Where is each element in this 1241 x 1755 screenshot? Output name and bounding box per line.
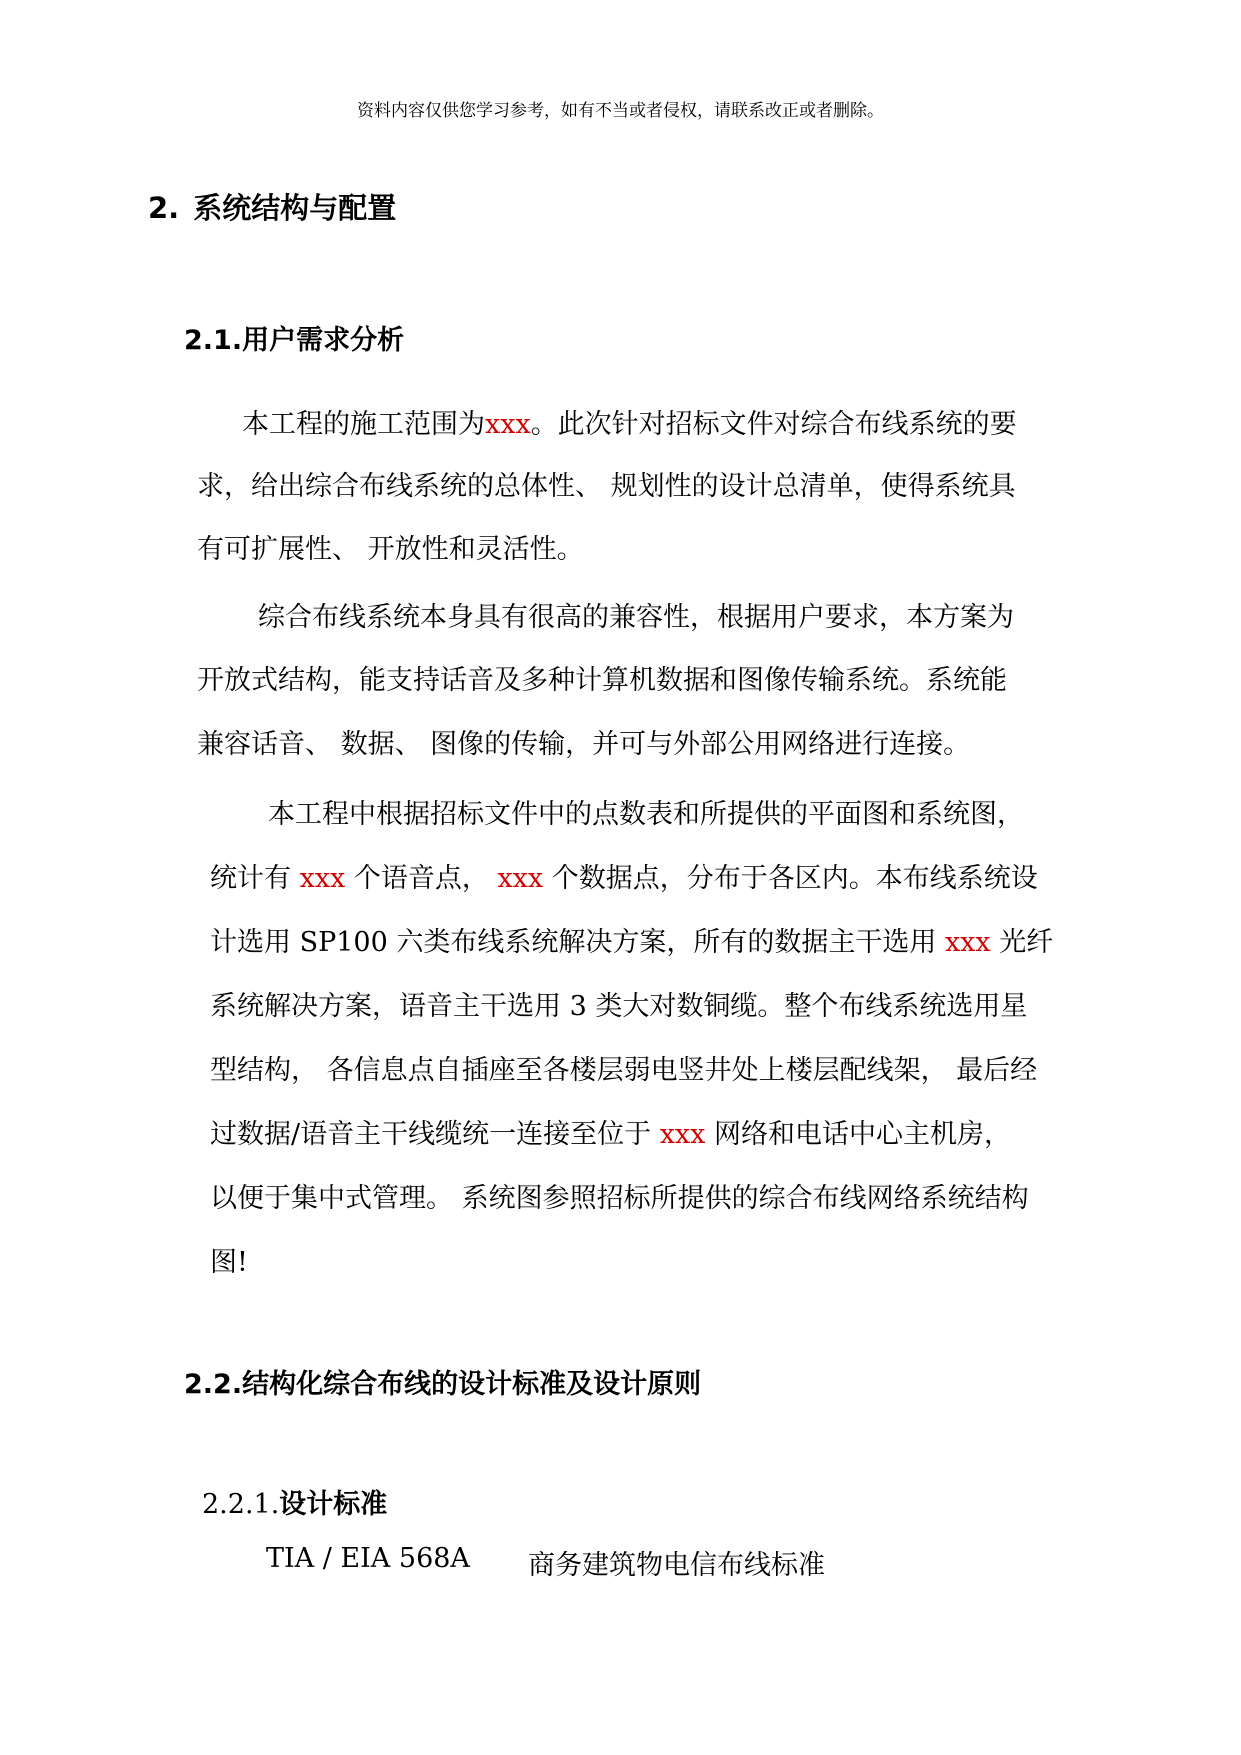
placeholder-xxx: xxx <box>299 863 346 894</box>
p3-line-7: 以便于集中式管理。 系统图参照招标所提供的综合布线网络系统结构 <box>210 1183 1029 1214</box>
p3-line-8: 图! <box>210 1247 248 1278</box>
standard-name: 商务建筑物电信布线标准 <box>528 1550 825 1581</box>
standard-code: TIA / EIA 568A <box>266 1543 470 1574</box>
p1-line-2: 求，给出综合布线系统的总体性、 规划性的设计总清单，使得系统具 <box>197 471 1016 502</box>
section-heading <box>148 186 396 227</box>
heading-number: 2.2.1. <box>202 1489 280 1520</box>
p2-line-3: 兼容话音、 数据、 图像的传输，并可与外部公用网络进行连接。 <box>197 729 971 760</box>
p3-line-1: 本工程中根据招标文件中的点数表和所提供的平面图和系统图， <box>268 799 1024 830</box>
subsection-heading-2-2: 2.2.结构化综合布线的设计标准及设计原则 <box>184 1369 702 1400</box>
placeholder-xxx: xxx <box>659 1119 706 1150</box>
p1-line-3: 有可扩展性、 开放性和灵活性。 <box>197 534 584 565</box>
placeholder-xxx: xxx <box>497 863 544 894</box>
p3-line-5: 型结构， 各信息点自插座至各楼层弱电竖井处上楼层配线架， 最后经 <box>210 1055 1038 1086</box>
p2-line-1: 综合布线系统本身具有很高的兼容性，根据用户要求，本方案为 <box>258 602 1014 633</box>
section-title: 系统结构与配置 <box>193 191 397 225</box>
p3-line-4: 系统解决方案，语音主干选用 3 类大对数铜缆。整个布线系统选用星 <box>210 991 1028 1022</box>
p3-line-2: 统计有 xxx 个语音点， xxx 个数据点，分布于各区内。本布线系统设 <box>210 863 1038 894</box>
heading-title: 设计标准 <box>279 1489 388 1520</box>
p3-line-3: 计选用 SP100 六类布线系统解决方案，所有的数据主干选用 xxx 光纤 <box>210 927 1054 958</box>
disclaimer-header: 资料内容仅供您学习参考，如有不当或者侵权，请联系改正或者删除。 <box>357 101 884 121</box>
p1-line-1: 本工程的施工范围为xxx。此次针对招标文件对综合布线系统的要 <box>242 409 1017 440</box>
section-number: 2. <box>148 191 180 225</box>
subsubsection-heading-2-2-1 <box>202 1482 387 1521</box>
subsection-heading-2-1: 2.1.用户需求分析 <box>184 325 405 356</box>
placeholder-xxx: xxx <box>944 927 991 958</box>
p2-line-2: 开放式结构，能支持话音及多种计算机数据和图像传输系统。系统能 <box>197 665 1007 696</box>
p3-line-6: 过数据/语音主干线缆统一连接至位于 xxx 网络和电话中心主机房， <box>210 1119 1011 1150</box>
placeholder-xxx: xxx <box>485 409 531 440</box>
